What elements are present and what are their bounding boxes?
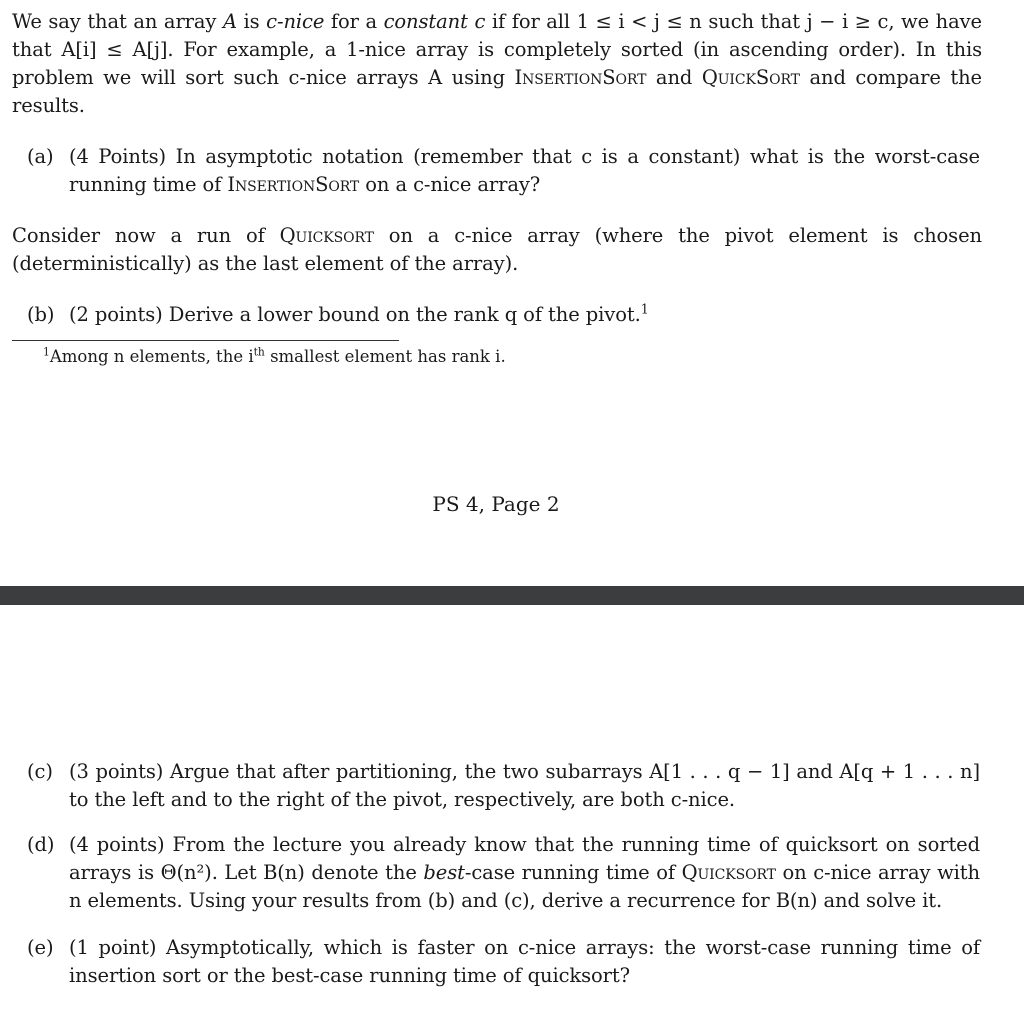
footnote-text-1: Among n elements, the i bbox=[49, 347, 254, 366]
intro-text-4: if for all 1 ≤ i < j ≤ n such that j − i ≥ c, we have that A[i] ≤ A[j]. For example, a 1-nice array is completely sorted (in ascending order). In this problem we will sort such c-nice arrays A using bbox=[12, 10, 982, 89]
intro-array-symbol: A bbox=[222, 10, 237, 33]
part-a-label: (a) bbox=[27, 145, 54, 168]
part-e bbox=[27, 934, 980, 994]
footnote-text-2: smallest element has rank i. bbox=[264, 347, 506, 366]
intro-quicksort: QuickSort bbox=[701, 66, 800, 89]
intro-insertionsort: InsertionSort bbox=[514, 66, 647, 89]
part-a bbox=[27, 143, 980, 203]
page-number: PS 4, Page 2 bbox=[432, 492, 560, 516]
part-a-text-2: on a c-nice array? bbox=[359, 173, 541, 196]
part-d-text bbox=[69, 831, 980, 915]
intro-text-3: for a bbox=[324, 10, 384, 33]
part-e-text: (1 point) Asymptotically, which is faster on c-nice arrays: the worst-case running time of insertion sort or the best-case running time of quicksort? bbox=[69, 936, 980, 987]
part-c bbox=[27, 758, 980, 818]
footnote-th: th bbox=[253, 345, 265, 359]
part-c-label: (c) bbox=[27, 760, 53, 783]
part-d-quicksort: Quicksort bbox=[681, 861, 776, 884]
part-e-label: (e) bbox=[27, 936, 54, 959]
intro-text-5: and bbox=[646, 66, 702, 89]
part-d-label: (d) bbox=[27, 833, 55, 856]
part-c-text: (3 points) Argue that after partitioning, the two subarrays A[1 . . . q − 1] and A[q + 1 . . . n] to the left and to the right of the pivot, respectively, are both c-nice. bbox=[69, 760, 980, 811]
consider-text-2: on a c-nice array (where the pivot element is chosen (deterministically) as the last element of the array). bbox=[12, 224, 982, 275]
part-d-best-term: best bbox=[423, 861, 465, 884]
part-a-text-1: (4 Points) In asymptotic notation (remember that c is a constant) what is the worst-case running time of bbox=[69, 145, 980, 196]
intro-paragraph bbox=[12, 8, 982, 120]
intro-text-2: is bbox=[236, 10, 267, 33]
part-d-text-1: (4 points) From the lecture you already know that the running time of quicksort on sorted arrays is Θ(n²). Let B(n) denote the bbox=[69, 833, 980, 884]
part-a-insertionsort: InsertionSort bbox=[227, 173, 360, 196]
part-a-text bbox=[69, 143, 980, 199]
part-b bbox=[27, 301, 980, 331]
page-separator bbox=[0, 586, 1024, 605]
footnote bbox=[43, 346, 506, 368]
part-b-text bbox=[69, 301, 980, 329]
part-b-label: (b) bbox=[27, 303, 55, 326]
consider-text-1: Consider now a run of bbox=[12, 224, 280, 247]
footnote-reference: 1 bbox=[640, 301, 649, 317]
part-d-text-3: on c-nice array with n elements. Using your results from (b) and (c), derive a recurrence for B(n) and solve it. bbox=[69, 861, 980, 912]
intro-text-1: We say that an array bbox=[12, 10, 223, 33]
intro-cnice-term: c-nice bbox=[266, 10, 325, 33]
part-b-text-1: (2 points) Derive a lower bound on the rank q of the pivot. bbox=[69, 303, 641, 326]
intro-constant-term: constant c bbox=[383, 10, 486, 33]
footnote-mark: 1 bbox=[43, 345, 50, 359]
consider-paragraph bbox=[12, 222, 982, 278]
part-d bbox=[27, 831, 980, 919]
consider-quicksort: Quicksort bbox=[279, 224, 374, 247]
footnote-rule bbox=[12, 340, 399, 341]
part-d-text-2: -case running time of bbox=[464, 861, 682, 884]
intro-text-6: and compare the results. bbox=[12, 66, 982, 117]
